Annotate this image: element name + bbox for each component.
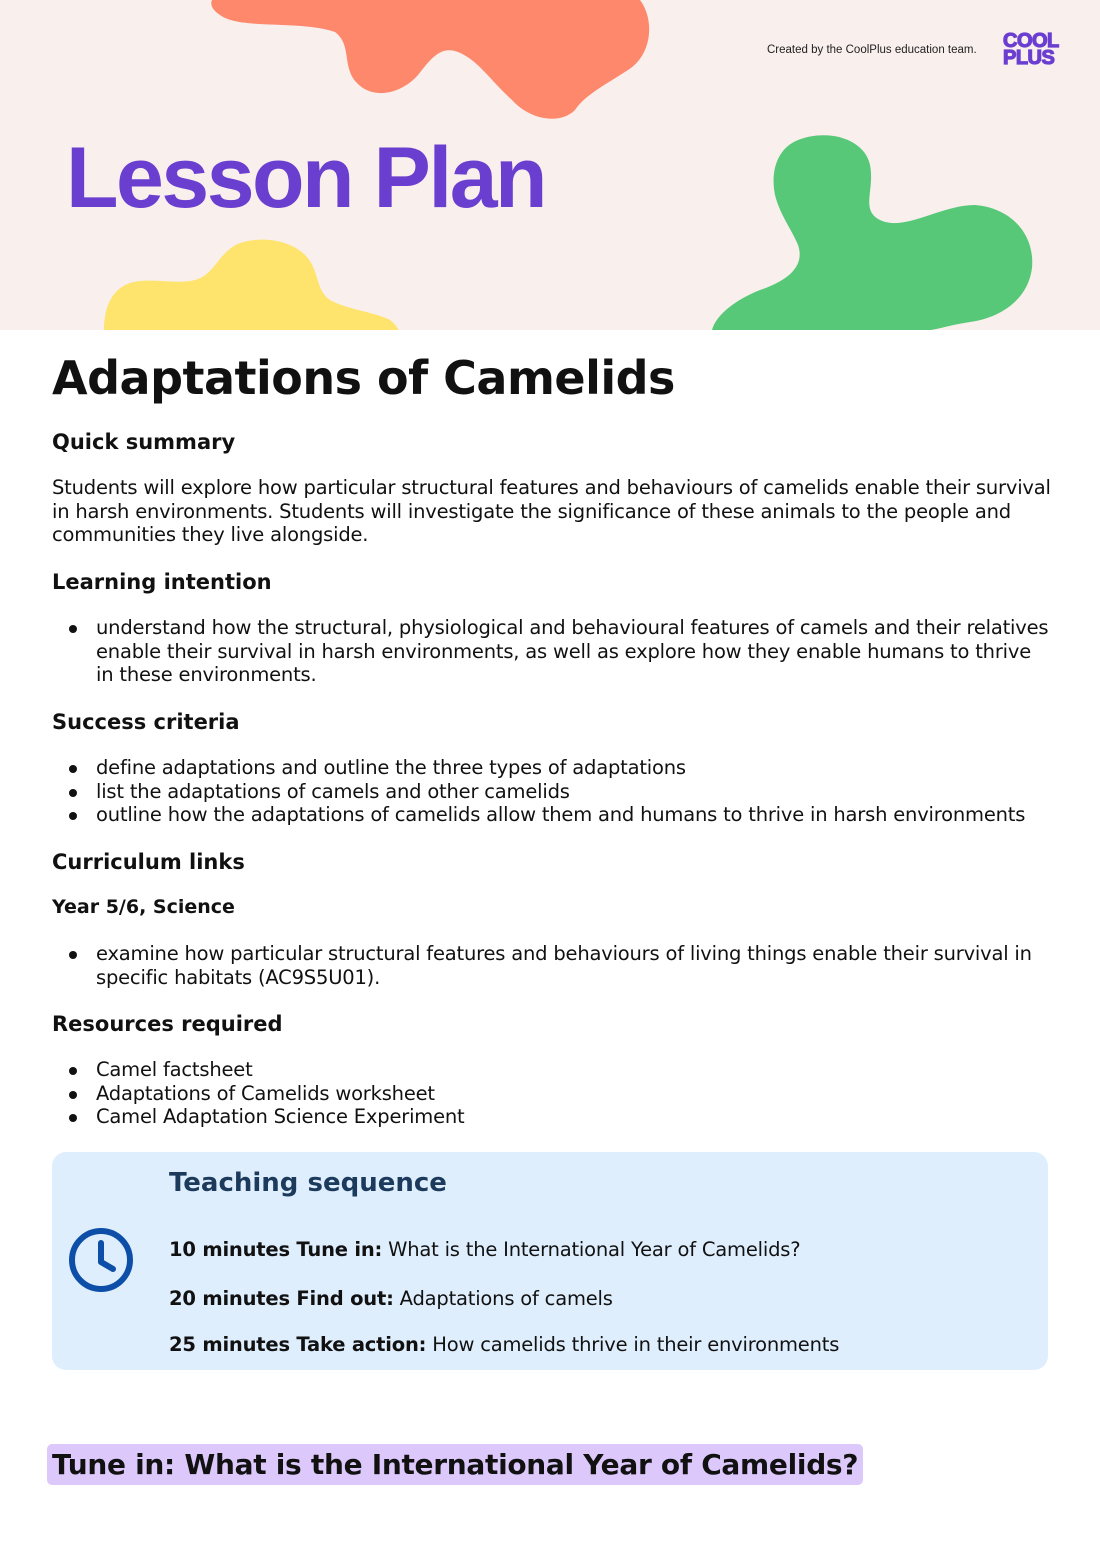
list-item: examine how particular structural features and behaviours of living things enable their survival in specific habitats (AC9S5U01). xyxy=(52,942,1052,989)
clock-icon xyxy=(67,1226,135,1294)
quick-summary-heading: Quick summary xyxy=(52,430,236,454)
success-criteria-heading: Success criteria xyxy=(52,710,240,734)
learning-intention-list xyxy=(52,616,1052,687)
coolplus-logo xyxy=(1003,30,1067,73)
step-text: How camelids thrive in their environments xyxy=(426,1333,840,1356)
sequence-step-find-out xyxy=(169,1287,613,1311)
list-item: define adaptations and outline the three types of adaptations xyxy=(52,756,1052,780)
list-item: outline how the adaptations of camelids allow them and humans to thrive in harsh environments xyxy=(52,803,1052,827)
logo-line-cool: COOL xyxy=(1003,30,1059,52)
banner-title: Lesson Plan xyxy=(66,130,546,226)
list-item: Camel factsheet xyxy=(52,1058,1052,1082)
sequence-step-tune-in xyxy=(169,1238,800,1262)
resources-heading: Resources required xyxy=(52,1012,283,1036)
list-item: list the adaptations of camels and other camelids xyxy=(52,780,1052,804)
green-blob xyxy=(712,135,1032,330)
yellow-blob xyxy=(104,240,398,330)
learning-intention-heading: Learning intention xyxy=(52,570,272,594)
curriculum-links-heading: Curriculum links xyxy=(52,850,245,874)
step-text: Adaptations of camels xyxy=(393,1287,613,1310)
created-by-note: Created by the CoolPlus education team. xyxy=(767,44,977,56)
teaching-sequence-panel xyxy=(52,1152,1048,1370)
lesson-title: Adaptations of Camelids xyxy=(52,351,675,405)
coral-blob xyxy=(211,0,649,119)
logo-line-plus: PLUS xyxy=(1003,47,1055,69)
step-label: 25 minutes Take action: xyxy=(169,1333,427,1356)
list-item: Adaptations of Camelids worksheet xyxy=(52,1082,1052,1106)
curriculum-subheading: Year 5/6, Science xyxy=(52,896,235,918)
tune-in-section-heading: Tune in: What is the International Year of Camelids? xyxy=(47,1444,863,1485)
quick-summary-text: Students will explore how particular structural features and behaviours of camelids enable their survival in harsh environments. Students will investigate the significance of these animals to the people and communities they live alongside. xyxy=(52,476,1051,546)
list-item: understand how the structural, physiological and behavioural features of camels and their relatives enable their survival in harsh environments, as well as explore how they enable humans to thrive in these environments. xyxy=(52,616,1052,687)
header-banner xyxy=(0,0,1100,330)
curriculum-links-list xyxy=(52,942,1052,989)
list-item: Camel Adaptation Science Experiment xyxy=(52,1105,1052,1129)
success-criteria-list xyxy=(52,756,1052,827)
step-text: What is the International Year of Camelids? xyxy=(382,1238,801,1261)
step-label: 10 minutes Tune in: xyxy=(169,1238,383,1261)
teaching-sequence-heading: Teaching sequence xyxy=(169,1168,447,1198)
step-label: 20 minutes Find out: xyxy=(169,1287,394,1310)
resources-list xyxy=(52,1058,1052,1129)
sequence-step-take-action xyxy=(169,1333,839,1357)
